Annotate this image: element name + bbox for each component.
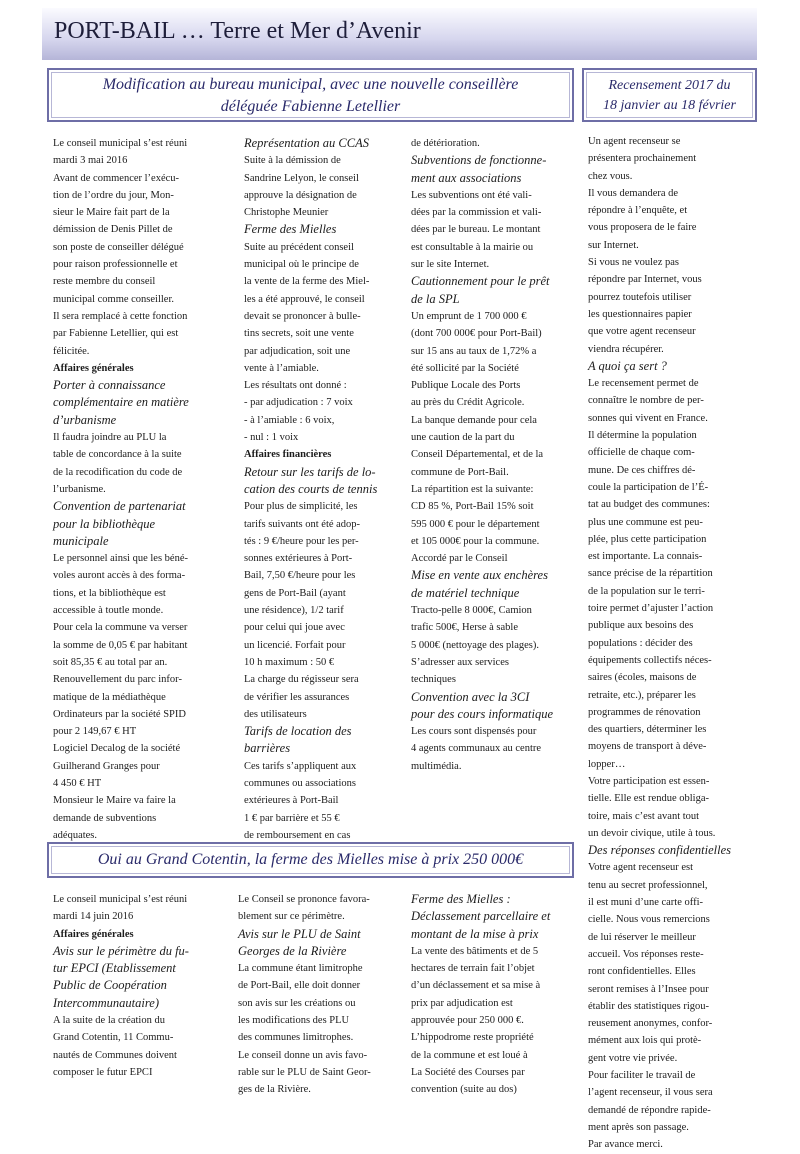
text-line: trafic 500€, Herse à sable <box>411 622 518 634</box>
census-title-box <box>582 68 757 122</box>
text-line: populations : décider des <box>588 637 693 649</box>
section-heading: tur EPCI (Etablissement <box>53 961 176 976</box>
text-line: des quartiers, déterminer les <box>588 724 707 736</box>
text-line: Le recensement permet de <box>588 378 699 390</box>
text-line: tion de l’ordre du jour, Mon- <box>53 189 174 201</box>
text-line: ront confidentielles. Elles <box>588 966 696 978</box>
text-line: nautés de Communes doivent <box>53 1049 177 1061</box>
text-line: sur Internet. <box>588 239 639 251</box>
text-line: lopper… <box>588 758 626 770</box>
article2-title: Oui au Grand Cotentin, la ferme des Mielles mise à prix 250 000€ <box>97 851 524 868</box>
census-title <box>587 76 752 116</box>
text-line: rable sur le PLU de Saint Geor- <box>238 1066 371 1078</box>
text-line: sieur le Maire fait part de la <box>53 207 170 219</box>
text-line: Avant de commencer l’exécu- <box>53 172 180 184</box>
text-line: blement sur ce périmètre. <box>238 911 345 923</box>
text-line: - à l’amiable : 6 voix, <box>244 414 335 426</box>
text-line: Sandrine Lelyon, le conseil <box>244 172 359 184</box>
section-label: Affaires générales <box>53 928 134 940</box>
text-line: Si vous ne voulez pas <box>588 257 679 269</box>
text-line: La banque demande pour cela <box>411 414 537 426</box>
text-line: tions, et la bibliothèque est <box>53 587 166 599</box>
text-line: La commune étant limitrophe <box>238 963 363 975</box>
text-line: pour celui qui joue avec <box>244 622 345 634</box>
text-line: La charge du régisseur sera <box>244 674 359 686</box>
text-line: A la suite de la création du <box>53 1015 165 1027</box>
text-line: adéquates. <box>53 829 98 841</box>
text-line: 4 agents communaux au centre <box>411 743 542 755</box>
text-line: tat au budget des communes: <box>588 499 710 511</box>
text-line: été sollicité par la Société <box>411 362 519 374</box>
text-line: Votre agent recenseur est <box>588 862 694 874</box>
text-line: hectares de terrain fait l’objet <box>411 963 535 975</box>
text-line: commune de Port-Bail. <box>411 466 509 478</box>
text-line: municipal où le principe de <box>244 259 359 271</box>
section-heading: Avis sur le périmètre du fu- <box>53 943 189 958</box>
text-line: 1 € par barrière et 55 € <box>244 812 340 824</box>
text-line: cielle. Nous vous remercions <box>588 914 710 926</box>
text-line: Pour cela la commune va verser <box>53 622 188 634</box>
text-line: est consultable à la mairie ou <box>411 241 534 253</box>
text-line: multimédia. <box>411 760 462 772</box>
text-line: La répartition est la suivante: <box>411 483 534 495</box>
section-heading: Subventions de fonctionne- <box>411 153 547 168</box>
text-line: dées par le bureau. Le montant <box>411 224 541 236</box>
article1-column-1 <box>53 135 233 841</box>
text-line: une caution de la part du <box>411 432 515 444</box>
text-line: devait se prononcer à bulle- <box>244 310 361 322</box>
text-line: composer le futur EPCI <box>53 1066 153 1078</box>
article1-title-line1: Modification au bureau municipal, avec une nouvelle conseillère <box>102 76 519 93</box>
section-heading: Georges de la Rivière <box>238 943 347 958</box>
text-line: 5 000€ (nettoyage des plages). <box>411 639 540 651</box>
text-line: mune. De ces chiffres dé- <box>588 464 696 476</box>
text-line: communes ou associations <box>244 777 356 789</box>
section-heading: Retour sur les tarifs de lo- <box>244 464 376 479</box>
text-line: Christophe Meunier <box>244 207 329 219</box>
text-line: Suite au précédent conseil <box>244 241 354 253</box>
text-line: connaître le nombre de per- <box>588 395 704 407</box>
text-line: Les subventions ont été vali- <box>411 189 532 201</box>
section-heading: Représentation au CCAS <box>244 136 369 150</box>
text-line: un devoir civique, utile à tous. <box>588 827 716 839</box>
section-heading: Public de Coopération <box>53 978 167 993</box>
article1-title <box>53 74 568 118</box>
text-line: Accordé par le Conseil <box>411 553 508 565</box>
page-header-banner <box>42 8 757 60</box>
text-line: La Société des Courses par <box>411 1066 525 1078</box>
text-line: Grand Cotentin, 11 Commu- <box>53 1032 174 1044</box>
text-line: pourrez toutefois utiliser <box>588 291 692 303</box>
text-line: officielle de chaque com- <box>588 447 695 459</box>
text-line: pour 2 149,67 € HT <box>53 726 137 738</box>
text-line: 10 h maximum : 50 € <box>244 656 335 668</box>
text-line: reusement anonymes, confor- <box>588 1018 713 1030</box>
section-heading: Avis sur le PLU de Saint <box>238 926 361 941</box>
text-line: accessible à toutle monde. <box>53 605 164 617</box>
text-line: l’agent recenseur, il vous sera <box>588 1087 713 1099</box>
article2-column-1 <box>53 891 233 1091</box>
text-line: mardi 3 mai 2016 <box>53 155 128 167</box>
text-line: tielle. Elle est rendue obliga- <box>588 793 709 805</box>
article2-column-3 <box>411 891 581 1101</box>
text-line: tenu au secret professionnel, <box>588 879 708 891</box>
text-line: approuvée pour 250 000 €. <box>411 1015 524 1027</box>
section-heading: Ferme des Mielles <box>244 222 337 237</box>
article1-title-line2: déléguée Fabienne Letellier <box>220 98 401 115</box>
section-heading: de la SPL <box>411 291 460 306</box>
text-line: les a été approuvé, le conseil <box>244 293 365 305</box>
text-line: est importante. La connais- <box>588 551 703 563</box>
text-line: de la commune et est loué à <box>411 1049 528 1061</box>
text-line: programmes de rénovation <box>588 706 701 718</box>
article2-column-2 <box>238 891 408 1101</box>
text-line: sance précise de la répartition <box>588 568 713 580</box>
text-line: la vente de la ferme des Miel- <box>244 276 370 288</box>
text-line: établir des statistiques rigou- <box>588 1000 710 1012</box>
text-line: L’hippodrome reste propriété <box>411 1032 534 1044</box>
section-heading: Ferme des Mielles : <box>411 892 511 906</box>
text-line: demande de subventions <box>53 812 157 824</box>
text-line: Conseil Départemental, et de la <box>411 449 544 461</box>
section-heading: Déclassement parcellaire et <box>411 909 551 924</box>
text-line: retraite, etc.), préparer les <box>588 689 696 701</box>
section-heading: pour la bibliothèque <box>53 516 156 531</box>
text-line: il est muni d’une carte offi- <box>588 897 703 909</box>
text-line: Ces tarifs s’appliquent aux <box>244 760 357 772</box>
text-line: Le conseil municipal s’est réuni <box>53 894 188 905</box>
section-heading: pour des cours informatique <box>411 706 554 721</box>
text-line: Les résultats ont donné : <box>244 380 347 392</box>
text-line: de la recodification du code de <box>53 466 183 478</box>
text-line: et 105 000€ pour la commune. <box>411 535 540 547</box>
section-heading: Mise en vente aux enchères <box>411 568 548 583</box>
text-line: répondre à l’enquête, et <box>588 205 688 217</box>
text-line: extérieures à Port-Bail <box>244 795 339 807</box>
text-line: plée, plus cette participation <box>588 533 707 545</box>
text-line: moyens de transport à déve- <box>588 741 707 753</box>
text-line: viendra récupérer. <box>588 343 664 355</box>
text-line: les questionnaires papier <box>588 308 692 320</box>
text-line: publique aux besoins des <box>588 620 694 632</box>
text-line: voles auront accès à des forma- <box>53 570 186 582</box>
text-line: vous proposera de le faire <box>588 222 697 234</box>
text-line: gent votre vie privée. <box>588 1052 678 1064</box>
text-line: de Port-Bail, elle doit donner <box>238 980 361 992</box>
text-line: gens de Port-Bail (ayant <box>244 587 346 599</box>
text-line: accueil. Vos réponses reste- <box>588 948 704 960</box>
census-title-line2: 18 janvier au 18 février <box>603 98 736 113</box>
section-heading: Convention de partenariat <box>53 499 186 514</box>
section-heading: ment aux associations <box>411 170 522 185</box>
text-line: Tracto-pelle 8 000€, Camion <box>411 605 532 617</box>
text-line: Guilherand Granges pour <box>53 760 160 772</box>
text-line: Publique Locale des Ports <box>411 380 521 392</box>
text-line: Les cours sont dispensés pour <box>411 726 537 738</box>
text-line: Ordinateurs par la société SPID <box>53 708 186 720</box>
text-line: sur 15 ans au taux de 1,72% a <box>411 345 537 357</box>
text-line: techniques <box>411 674 456 686</box>
section-heading: montant de la mise à prix <box>411 926 539 941</box>
text-line: sur le site Internet. <box>411 259 490 271</box>
text-line: Le Conseil se prononce favora- <box>238 894 370 905</box>
text-line: ges de la Rivière. <box>238 1084 311 1096</box>
text-line: pour raison professionnelle et <box>53 259 178 271</box>
text-line: Un agent recenseur se <box>588 136 681 147</box>
text-line: chez vous. <box>588 170 633 182</box>
section-heading: de matériel technique <box>411 585 520 600</box>
section-heading: Intercommunautaire) <box>53 995 159 1010</box>
text-line: dées par la commission et vali- <box>411 207 542 219</box>
text-line: seront remises à l’Insee pour <box>588 983 709 995</box>
text-line: son poste de conseiller délégué <box>53 241 184 253</box>
text-line: tarifs suivants ont été adop- <box>244 518 361 530</box>
text-line: Un emprunt de 1 700 000 € <box>411 310 527 322</box>
text-line: présentera prochainement <box>588 153 697 165</box>
text-line: répondre par Internet, vous <box>588 274 702 286</box>
text-line: Logiciel Decalog de la société <box>53 743 181 755</box>
text-line: Le conseil municipal s’est réuni <box>53 138 188 149</box>
section-label: Affaires générales <box>53 362 134 374</box>
text-line: l’urbanisme. <box>53 483 106 495</box>
text-line: toire, mais c’est avant tout <box>588 810 700 822</box>
text-line: de détérioration. <box>411 138 480 149</box>
text-line: - par adjudication : 7 voix <box>244 397 353 409</box>
text-line: des communes limitrophes. <box>238 1032 354 1044</box>
text-line: 595 000 € pour le département <box>411 518 540 530</box>
text-line: d’un déclassement et sa mise à <box>411 980 541 992</box>
text-line: mardi 14 juin 2016 <box>53 911 134 923</box>
text-line: Il détermine la population <box>588 430 697 442</box>
text-line: convention (suite au dos) <box>411 1084 517 1096</box>
text-line: (dont 700 000€ pour Port-Bail) <box>411 328 542 340</box>
page-header-title: PORT-BAIL … Terre et Mer d’Avenir <box>54 18 421 44</box>
text-line: CD 85 %, Port-Bail 15% soit <box>411 501 534 513</box>
article1-title-box <box>47 68 574 122</box>
section-heading: Tarifs de location des <box>244 724 352 739</box>
text-line: démission de Denis Pillet de <box>53 224 173 236</box>
text-line: Bail, 7,50 €/heure pour les <box>244 570 356 582</box>
text-line: par adjudication, soit une <box>244 345 351 357</box>
text-line: de lui réserver le meilleur <box>588 931 696 943</box>
text-line: que votre agent recenseur <box>588 326 696 338</box>
text-line: demandé de répondre rapide- <box>588 1104 711 1116</box>
section-heading: Des réponses confidentielles <box>588 843 732 858</box>
text-line: tins secrets, soit une vente <box>244 328 354 340</box>
census-column <box>588 133 753 1151</box>
text-line: toire permet d’ajuster l’action <box>588 603 714 615</box>
text-line: 4 450 € HT <box>53 777 102 789</box>
text-line: un licencié. Forfait pour <box>244 639 346 651</box>
text-line: tés : 9 €/heure pour les per- <box>244 535 359 547</box>
section-heading: Convention avec la 3CI <box>411 689 530 704</box>
text-line: - nul : 1 voix <box>244 432 299 444</box>
text-line: de remboursement en cas <box>244 829 351 841</box>
article1-column-3 <box>411 135 581 835</box>
text-line: coule la participation de l’É- <box>588 481 709 493</box>
text-line: les modifications des PLU <box>238 1015 350 1027</box>
text-line: Le conseil donne un avis favo- <box>238 1049 368 1061</box>
text-line: Par avance merci. <box>588 1139 663 1151</box>
text-line: de vérifier les assurances <box>244 691 350 703</box>
text-line: sonnes qui vivent en France. <box>588 412 708 424</box>
text-line: Pour plus de simplicité, les <box>244 501 358 513</box>
text-line: au près du Crédit Agricole. <box>411 397 525 409</box>
article2-title-box <box>47 842 574 878</box>
text-line: la somme de 0,05 € par habitant <box>53 639 188 651</box>
text-line: Il faudra joindre au PLU la <box>53 432 167 444</box>
text-line: Monsieur le Maire va faire la <box>53 795 176 807</box>
text-line: ment après son passage. <box>588 1121 689 1133</box>
text-line: La vente des bâtiments et de 5 <box>411 945 539 957</box>
text-line: des utilisateurs <box>244 708 307 720</box>
text-line: mément aux lois qui protè- <box>588 1035 702 1047</box>
census-title-line1: Recensement 2017 du <box>608 78 731 93</box>
text-line: Votre participation est essen- <box>588 775 710 787</box>
text-line: reste membre du conseil <box>53 276 156 288</box>
text-line: Pour faciliter le travail de <box>588 1070 696 1082</box>
text-line: une résidence), 1/2 tarif <box>244 605 344 617</box>
text-line: félicitée. <box>53 345 90 357</box>
text-line: Renouvellement du parc infor- <box>53 674 182 686</box>
text-line: municipal comme conseiller. <box>53 293 175 305</box>
text-line: Il vous demandera de <box>588 187 679 199</box>
text-line: Suite à la démission de <box>244 155 341 167</box>
section-heading: d’urbanisme <box>53 412 117 427</box>
section-heading: barrières <box>244 741 291 756</box>
text-line: table de concordance à la suite <box>53 449 182 461</box>
text-line: plus une commune est peu- <box>588 516 703 528</box>
text-line: de la population sur le terri- <box>588 585 705 597</box>
section-heading: A quoi ça sert ? <box>588 358 667 373</box>
section-heading: Cautionnement pour le prêt <box>411 274 550 289</box>
text-line: saires (écoles, maisons de <box>588 672 697 684</box>
article1-column-2 <box>244 135 409 841</box>
text-line: prix par adjudication est <box>411 997 513 1009</box>
text-line: Il sera remplacé à cette fonction <box>53 310 188 322</box>
text-line: son avis sur les créations ou <box>238 997 356 1009</box>
text-line: Le personnel ainsi que les béné- <box>53 553 188 565</box>
section-heading: complémentaire en matière <box>53 395 189 410</box>
text-line: soit 85,35 € au total par an. <box>53 656 168 668</box>
text-line: sonnes extérieures à Port- <box>244 553 353 565</box>
section-label: Affaires financières <box>244 449 332 461</box>
text-line: matique de la médiathèque <box>53 691 166 703</box>
text-line: équipements collectifs néces- <box>588 654 712 666</box>
text-line: S’adresser aux services <box>411 656 509 668</box>
section-heading: municipale <box>53 533 109 548</box>
text-line: par Fabienne Letellier, qui est <box>53 328 179 340</box>
text-line: vente à l’amiable. <box>244 362 319 374</box>
section-heading: cation des courts de tennis <box>244 481 378 496</box>
section-heading: Porter à connaissance <box>53 378 166 393</box>
text-line: approuve la désignation de <box>244 189 357 201</box>
